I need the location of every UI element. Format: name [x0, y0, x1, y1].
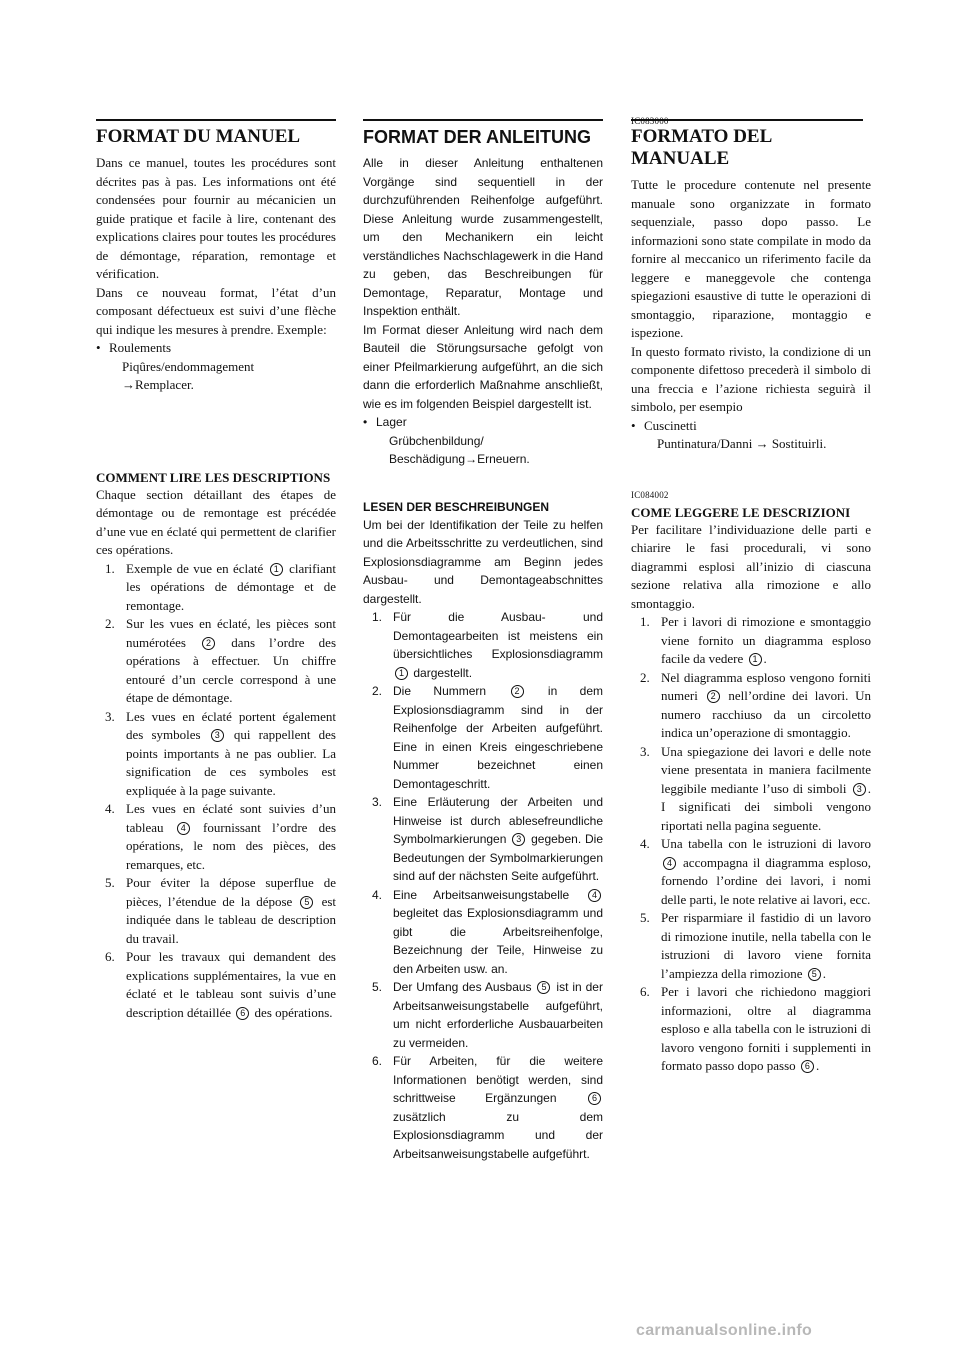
column-italian	[631, 126, 871, 1076]
action-text: Sostituirli.	[771, 436, 827, 451]
arrow-icon: →	[755, 436, 769, 451]
list-item: 2. Die Nummern 2 in dem Explosionsdiagramm sind in der Reihenfolge der Arbeiten aufgeführt. Eine in einen Kreis eingeschriebene Nummer bezeichnet einen Demontageschritt.	[372, 684, 603, 791]
column-french	[96, 126, 336, 1022]
bullet-sub: Grübchenbildung/	[389, 433, 484, 448]
arrow-icon: →	[122, 377, 135, 392]
list-item: 6. Pour les travaux qui demandent des explications supplémentaires, la vue en éclaté et le tableau sont suivis d’une description détaillée 6 des opérations.	[105, 949, 336, 1020]
bullet-sub: Beschädigung→Erneuern.	[389, 452, 530, 466]
list-item	[363, 413, 603, 469]
steps-list	[363, 608, 603, 1163]
paragraph: Dans ce nouveau format, l’état d’un composant défectueux est suivi d’une flèche qui indique les mesures à prendre. Exemple:	[96, 284, 336, 337]
list-item: 2. Nel diagramma esploso vengono forniti numeri 2 nell’ordine dei lavori. Un numero racchiuso da un circoletto indica un’operazione di smontaggio.	[640, 669, 872, 740]
circled-number: 4	[177, 822, 190, 835]
section-title: FORMATO DEL MANUALE	[631, 126, 772, 169]
circled-number: 2	[202, 637, 215, 650]
circled-number: 6	[801, 1060, 814, 1073]
list-item: 5. Der Umfang des Ausbaus 5 ist in der Arbeitsanweisungstabelle aufgeführt, um nicht erforderliche Ausbauarbeiten zu vermeiden.	[372, 980, 603, 1050]
list-item: 2. Sur les vues en éclaté, les pièces sont numérotées 2 dans l’ordre des opérations à effectuer. Un chiffre entouré d’un cercle correspond à une étape de démontage.	[105, 616, 337, 705]
bullet-label: Lager	[376, 415, 407, 429]
list-item: 3. Les vues en éclaté portent également des symboles 3 qui rappellent des points importants à ne pas oublier. La signification de ces symboles est expliquée à la page suivante.	[105, 708, 336, 798]
paragraph: Dans ce manuel, toutes les procédures sont décrites pas à pas. Les informations ont été condensées pour fournir au mécanicien un guide pratique et facile à lire, contenant des explications claires pour toutes les procédures de démontage, réparation, remontage et vérification.	[96, 155, 336, 281]
circled-number: 3	[512, 833, 525, 846]
circled-number: 1	[270, 563, 283, 576]
arrow-icon: →	[465, 452, 478, 466]
action-text: Remplacer.	[135, 377, 194, 392]
list-item: 5. Pour éviter la dépose superflue de pièces, l’étendue de la dépose 5 est indiquée dans le tableau de description du travail.	[105, 875, 337, 946]
column-german	[363, 126, 603, 1163]
list-item: 6. Für Arbeiten, für die weitere Informationen benötigt werden, sind schrittweise Ergänzungen 6 zusätzlich zu dem Explosionsdiagramm und der Arbeitsanweisungstabelle aufgeführt.	[372, 1054, 603, 1161]
paragraph: Per facilitare l’individuazione delle parti e chiarire le fasi procedurali, vi sono diagrammi esplosi all’inizio di ciascuna sezione relativa alla rimozione e allo smontaggio.	[631, 521, 871, 611]
watermark: carmanualsonline.info	[636, 1322, 813, 1339]
paragraph: Im Format dieser Anleitung wird nach dem Bauteil die Störungsursache gefolgt von einer Pfeilmarkierung aufgeführt, an die sich dann die erforderlich Maßnahme anschließt, wie es im folgenden Beispiel dargestellt ist.	[363, 322, 603, 411]
circled-number: 5	[808, 968, 821, 981]
list-item: 3. Eine Erläuterung der Arbeiten und Hinweise ist durch ablesefreundliche Symbolmarkierungen 3 gegeben. Die Bedeutungen der Symbolmarkierungen sind auf der nächsten Seite aufgeführt.	[372, 795, 604, 883]
circled-number: 5	[300, 896, 313, 909]
circled-number: 5	[537, 981, 550, 994]
circled-number: 1	[395, 667, 408, 680]
circled-number: 6	[588, 1092, 601, 1105]
circled-number: 1	[749, 653, 762, 666]
section-code: IC083000	[631, 116, 669, 126]
list-item: 4. Les vues en éclaté sont suivies d’un tableau 4 fournissant l’ordre des opérations, le nom des pièces, des remarques, etc.	[105, 801, 337, 872]
list-item: 1. Per i lavori di rimozione e smontaggio viene fornito un diagramma esploso facile da vedere 1 .	[640, 614, 871, 666]
list-item: 4. Una tabella con le istruzioni di lavoro 4 accompagna il diagramma esploso, fornendo l’ordine dei lavori, i nomi delle parti, le note relative ai lavori, ecc.	[640, 836, 871, 907]
list-item: 1. Für die Ausbau- und Demontagearbeiten ist meistens ein übersichtliches Explosionsdiagramm 1 dargestellt.	[372, 610, 603, 680]
circled-number: 3	[853, 783, 866, 796]
bullet-sub	[109, 376, 336, 395]
circled-number: 2	[707, 690, 720, 703]
list-item	[631, 417, 871, 454]
circled-number: 6	[236, 1007, 249, 1020]
section-code: IC084002	[631, 489, 669, 500]
circled-number: 4	[663, 857, 676, 870]
list-item	[96, 339, 336, 395]
example-list	[363, 413, 603, 469]
subsection-title: COMMENT LIRE LES DESCRIPTIONS	[96, 469, 331, 485]
section-title: FORMAT DU MANUEL	[96, 126, 301, 147]
steps-list	[631, 613, 871, 1076]
bullet-sub: Puntinatura/Danni → Sostituirli.	[657, 436, 827, 451]
circled-number: 4	[588, 889, 601, 902]
action-text: Erneuern.	[477, 452, 530, 466]
circled-number: 3	[211, 729, 224, 742]
subsection-title: COME LEGGERE LE DESCRIZIONI	[631, 504, 851, 520]
bullet-sub: Piqûres/endommagement	[122, 358, 255, 374]
paragraph: Tutte le procedure contenute nel presente manuale sono organizzate in formato sequenziale, passo dopo passo. Le informazioni sono state compilate in modo da fornire al meccanico un riferimento facile da leggere e maneggevole che contenga spiegazioni esaustive di tutte le operazioni di smontaggio, riparazione, montaggio e ispezione.	[631, 177, 871, 340]
subsection-title: LESEN DER BESCHREIBUNGEN	[363, 499, 550, 514]
section-title: FORMAT DER ANLEITUNG	[363, 127, 591, 147]
paragraph: Chaque section détaillant des étapes de démontage ou de remontage est précédée d’une vue en éclaté qui permettent de clarifier ces opérations.	[96, 486, 336, 557]
list-item: 5. Per risparmiare il fastidio di un lavoro di rimozione inutile, nella tabella con le istruzioni di lavoro viene fornita l’ampiezza della rimozione 5 .	[640, 910, 871, 981]
steps-list	[96, 560, 336, 1023]
circled-number: 2	[511, 685, 524, 698]
paragraph: Um bei der Identifikation der Teile zu helfen und die Arbeitsschritte zu verdeutlichen, sind Explosionsdiagramme am Beginn jedes Ausbau- und Demontageabschnittes dargestellt.	[363, 517, 603, 606]
list-item: 6. Per i lavori che richiedono maggiori informazioni, oltre al diagramma esploso e alla tabella con le istruzioni di lavoro vengono forniti i supplementi in formato passo dopo passo 6 .	[640, 984, 871, 1073]
bullet-label: Roulements	[109, 340, 172, 355]
example-list	[631, 417, 871, 454]
paragraph: In questo formato rivisto, la condizione di un componente difettoso precederà il simbolo di una freccia e l’azione richiesta seguirà il simbolo, per esempio	[631, 343, 871, 414]
list-item: 4. Eine Arbeitsanweisungstabelle 4 begleitet das Explosionsdiagramm und gibt die Arbeitsreihenfolge, Bezeichnung der Teile, Hinweise zu den Arbeiten usw. an.	[372, 887, 603, 976]
paragraph: Alle in dieser Anleitung enthaltenen Vorgänge sind sequentiell in der durchzuführenden Reihenfolge aufgeführt. Diese Anleitung wurde zusammengestellt, um den Mechanikern ein leicht verständliches Nachschlagewerk in die Hand zu geben, das Beschreibungen für Demontage, Reparatur, Montage und Inspektion enthält.	[363, 156, 603, 318]
top-rule-de	[363, 119, 603, 121]
top-rule-fr	[96, 119, 336, 121]
list-item: 3. Una spiegazione dei lavori e delle note viene presentata in maniera facilmente leggibile mediante l’uso di simboli 3 . I significati dei simboli vengono riportati nella pagina seguente.	[640, 743, 871, 833]
list-item: 1. Exemple de vue en éclaté 1 clarifiant les opérations de démontage et de remontage.	[105, 560, 336, 613]
bullet-label: Cuscinetti	[644, 417, 697, 433]
example-list	[96, 339, 336, 395]
